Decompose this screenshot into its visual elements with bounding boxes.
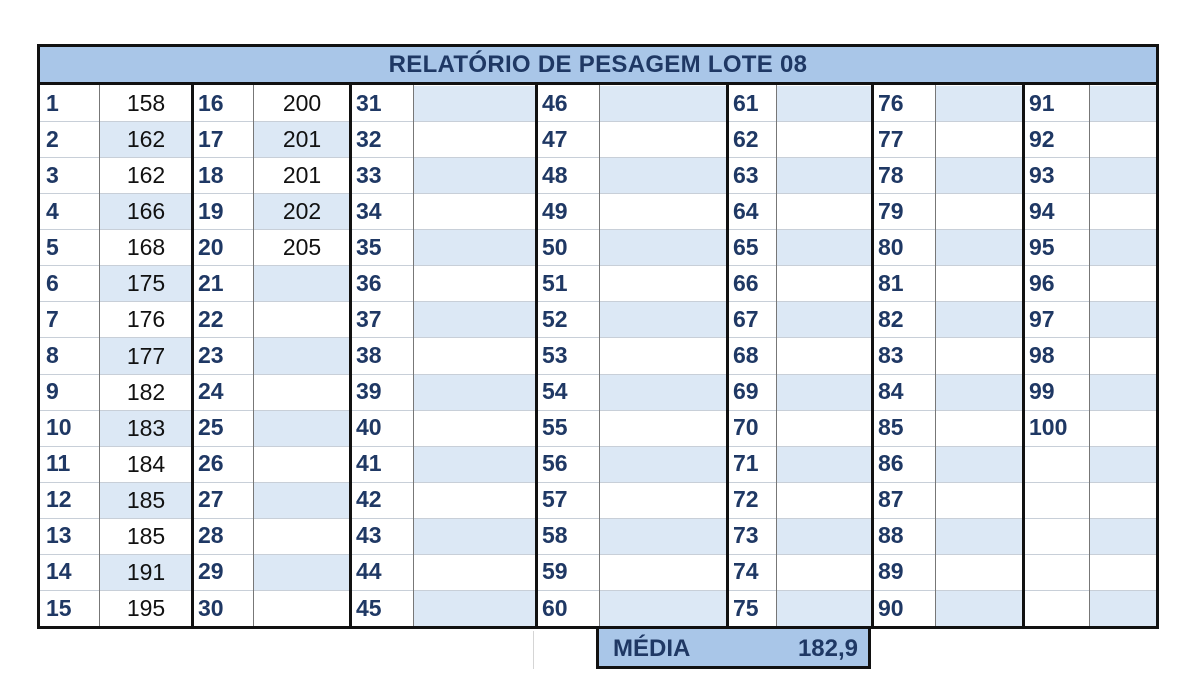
lot-number-cell: 15 [46,594,72,621]
weight-value-cell [777,483,872,518]
lot-number-cell: 46 [542,89,568,116]
weight-value-cell [936,302,1023,337]
lot-number-cell: 30 [198,594,224,621]
weight-value-cell [777,122,872,157]
weight-value-cell [414,122,536,157]
lot-number-cell: 19 [198,197,224,224]
lot-number-cell [1023,482,1090,518]
weight-value-cell: 184 [126,450,166,477]
weight-value-cell [600,122,727,157]
lot-number-cell: 11 [46,450,71,477]
lot-number-cell: 64 [733,197,759,224]
weight-value-cell [936,230,1023,265]
lot-number-cell: 73 [733,522,759,549]
lot-number-cell [1023,590,1090,626]
weight-value-cell [600,411,727,446]
weight-value-cell [777,302,872,337]
weight-value-cell [777,86,872,121]
lot-number-cell: 32 [356,125,382,152]
weight-value-cell [777,375,872,410]
lot-number-cell [1023,518,1090,554]
lot-number-cell: 26 [198,450,224,477]
weight-value-cell [600,555,727,590]
lot-number-cell: 97 [1029,305,1055,332]
column-divider [191,85,194,626]
column-divider [776,85,777,626]
lot-number-cell: 16 [198,89,224,116]
lot-number-cell: 14 [46,558,72,585]
lot-number-cell: 93 [1029,161,1055,188]
weights-grid [40,85,1156,626]
average-value: 182,9 [797,635,858,662]
weight-value-cell [777,266,872,301]
weight-value-cell [1090,194,1156,229]
weight-value-cell: 168 [126,234,166,261]
weight-value-cell [936,519,1023,554]
weight-value-cell: 200 [282,90,322,117]
lot-number-cell: 63 [733,161,759,188]
average-box [596,629,871,669]
lot-number-cell: 91 [1029,89,1055,116]
lot-number-cell: 78 [878,161,904,188]
lot-number-cell: 79 [878,197,904,224]
lot-number-cell: 38 [356,342,382,369]
lot-number-cell: 33 [356,161,382,188]
weight-value-cell [777,519,872,554]
lot-number-cell: 85 [878,414,904,441]
weight-value-cell [414,338,536,373]
lot-number-cell: 23 [198,342,224,369]
lot-number-cell: 31 [356,89,382,116]
lot-number-cell: 55 [542,414,568,441]
lot-number-cell: 4 [46,197,59,224]
weight-value-cell [1090,338,1156,373]
column-divider [99,85,100,626]
lot-number-cell: 5 [46,233,59,260]
lot-number-cell: 90 [878,594,904,621]
weight-value-cell [936,266,1023,301]
weight-value-cell [1090,375,1156,410]
lot-number-cell: 75 [733,594,759,621]
lot-number-cell: 70 [733,414,759,441]
weight-value-cell [1090,158,1156,193]
column-divider [413,85,414,626]
weight-value-cell [1090,122,1156,157]
weight-value-cell [254,266,350,301]
weight-value-cell [600,266,727,301]
lot-number-cell: 24 [198,378,224,405]
lot-number-cell: 52 [542,305,568,332]
lot-number-cell: 39 [356,378,382,405]
lot-number-cell: 2 [46,125,59,152]
lot-number-cell: 6 [46,269,59,296]
weight-value-cell: 177 [100,338,192,373]
lot-number-cell: 96 [1029,269,1055,296]
weight-value-cell: 176 [126,306,166,333]
weight-value-cell [600,591,727,626]
lot-number-cell: 100 [1029,414,1068,441]
lot-number-cell: 18 [198,161,224,188]
weight-value-cell [936,375,1023,410]
weight-value-cell [1090,591,1156,626]
weight-value-cell [936,483,1023,518]
lot-number-cell: 1 [46,89,59,116]
weight-value-cell [414,230,536,265]
lot-number-cell [1023,446,1090,482]
weight-value-cell [414,86,536,121]
lot-number-cell: 66 [733,269,759,296]
lot-number-cell: 10 [46,414,72,441]
weight-value-cell [600,447,727,482]
lot-number-cell: 40 [356,414,382,441]
weight-value-cell [254,375,350,410]
lot-number-cell: 8 [46,342,59,369]
weight-value-cell [414,555,536,590]
weight-value-cell [1090,230,1156,265]
lot-number-cell: 3 [46,161,59,188]
lot-number-cell: 42 [356,486,382,513]
weight-value-cell: 185 [100,483,192,518]
weight-value-cell [936,86,1023,121]
weighing-report-table [37,44,1159,629]
lot-number-cell: 59 [542,558,568,585]
lot-number-cell: 13 [46,522,72,549]
weight-value-cell [600,194,727,229]
weight-value-cell [254,483,350,518]
weight-value-cell: 158 [126,90,166,117]
lot-number-cell: 12 [46,486,72,513]
weight-value-cell [600,519,727,554]
divider [533,631,534,669]
weight-value-cell [600,86,727,121]
lot-number-cell: 45 [356,594,382,621]
average-label: MÉDIA [613,635,691,662]
lot-number-cell: 49 [542,197,568,224]
weight-value-cell: 202 [254,194,350,229]
lot-number-cell: 51 [542,269,568,296]
weight-value-cell [777,591,872,626]
weight-value-cell [254,411,350,446]
weight-value-cell [936,555,1023,590]
weight-value-cell [1090,266,1156,301]
lot-number-cell: 69 [733,378,759,405]
lot-number-cell: 80 [878,233,904,260]
weight-value-cell: 162 [100,122,192,157]
weight-value-cell [936,122,1023,157]
weight-value-cell [1090,411,1156,446]
weight-value-cell [414,375,536,410]
weight-value-cell [414,302,536,337]
weight-value-cell [254,591,350,626]
weight-value-cell [1090,483,1156,518]
lot-number-cell: 41 [356,450,382,477]
lot-number-cell: 74 [733,558,759,585]
column-divider [935,85,936,626]
weight-value-cell [777,555,872,590]
lot-number-cell: 83 [878,342,904,369]
lot-number-cell: 62 [733,125,759,152]
lot-number-cell: 86 [878,450,904,477]
weight-value-cell: 191 [100,555,192,590]
weight-value-cell [254,302,350,337]
lot-number-cell: 98 [1029,342,1055,369]
weight-value-cell: 175 [100,266,192,301]
lot-number-cell: 37 [356,305,382,332]
weight-value-cell [1090,302,1156,337]
weight-value-cell [600,158,727,193]
weight-value-cell [777,158,872,193]
lot-number-cell: 65 [733,233,759,260]
lot-number-cell [1023,554,1090,590]
weight-value-cell [777,338,872,373]
weight-value-cell [777,230,872,265]
weight-value-cell [936,158,1023,193]
column-divider [871,85,874,626]
weight-value-cell [936,591,1023,626]
column-divider [1089,85,1090,626]
weight-value-cell [600,302,727,337]
weight-value-cell [414,447,536,482]
lot-number-cell: 54 [542,378,568,405]
weight-value-cell: 185 [126,522,166,549]
weight-value-cell [1090,86,1156,121]
lot-number-cell: 9 [46,378,59,405]
weight-value-cell [254,555,350,590]
lot-number-cell: 25 [198,414,224,441]
weight-value-cell [777,411,872,446]
column-divider [599,85,600,626]
lot-number-cell: 61 [733,89,759,116]
weight-value-cell [1090,555,1156,590]
lot-number-cell: 29 [198,558,224,585]
weight-value-cell [936,194,1023,229]
lot-number-cell: 81 [878,269,904,296]
lot-number-cell: 56 [542,450,568,477]
lot-number-cell: 82 [878,305,904,332]
lot-number-cell: 87 [878,486,904,513]
lot-number-cell: 34 [356,197,382,224]
weight-value-cell [254,519,350,554]
weight-value-cell: 183 [100,411,192,446]
weight-value-cell [414,483,536,518]
weight-value-cell [1090,447,1156,482]
weight-value-cell [414,158,536,193]
weight-value-cell [1090,519,1156,554]
weight-value-cell [600,375,727,410]
lot-number-cell: 17 [198,125,224,152]
weight-value-cell: 195 [126,595,166,621]
weight-value-cell [936,411,1023,446]
weight-value-cell [600,483,727,518]
weight-value-cell: 201 [254,122,350,157]
lot-number-cell: 21 [198,269,224,296]
lot-number-cell: 48 [542,161,568,188]
column-divider [535,85,538,626]
weight-value-cell [936,338,1023,373]
report-title: RELATÓRIO DE PESAGEM LOTE 08 [40,47,1156,85]
lot-number-cell: 92 [1029,125,1055,152]
lot-number-cell: 67 [733,305,759,332]
weight-value-cell: 201 [282,162,322,189]
column-divider [726,85,729,626]
lot-number-cell: 7 [46,305,59,332]
lot-number-cell: 77 [878,125,904,152]
lot-number-cell: 20 [198,233,224,260]
lot-number-cell: 72 [733,486,759,513]
weight-value-cell [600,230,727,265]
lot-number-cell: 60 [542,594,568,621]
weight-value-cell [777,194,872,229]
lot-number-cell: 71 [733,450,759,477]
weight-value-cell [936,447,1023,482]
lot-number-cell: 35 [356,233,382,260]
lot-number-cell: 68 [733,342,759,369]
lot-number-cell: 84 [878,378,904,405]
column-divider [349,85,352,626]
lot-number-cell: 94 [1029,197,1055,224]
weight-value-cell: 182 [126,378,166,405]
weight-value-cell: 162 [126,162,166,189]
weight-value-cell [254,338,350,373]
lot-number-cell: 27 [198,486,224,513]
lot-number-cell: 43 [356,522,382,549]
lot-number-cell: 89 [878,558,904,585]
lot-number-cell: 99 [1029,378,1055,405]
lot-number-cell: 36 [356,269,382,296]
weight-value-cell [777,447,872,482]
lot-number-cell: 44 [356,558,382,585]
lot-number-cell: 95 [1029,233,1055,260]
lot-number-cell: 28 [198,522,224,549]
lot-number-cell: 88 [878,522,904,549]
lot-number-cell: 53 [542,342,568,369]
weight-value-cell [254,447,350,482]
column-divider [1022,85,1025,626]
weight-value-cell [414,194,536,229]
weight-value-cell: 205 [282,234,322,261]
lot-number-cell: 50 [542,233,568,260]
column-divider [253,85,254,626]
lot-number-cell: 76 [878,89,904,116]
lot-number-cell: 58 [542,522,568,549]
lot-number-cell: 47 [542,125,568,152]
weight-value-cell [600,338,727,373]
lot-number-cell: 22 [198,305,224,332]
weight-value-cell [414,266,536,301]
weight-value-cell: 166 [100,194,192,229]
weight-value-cell [414,591,536,626]
lot-number-cell: 57 [542,486,568,513]
weight-value-cell [414,519,536,554]
weight-value-cell [414,411,536,446]
